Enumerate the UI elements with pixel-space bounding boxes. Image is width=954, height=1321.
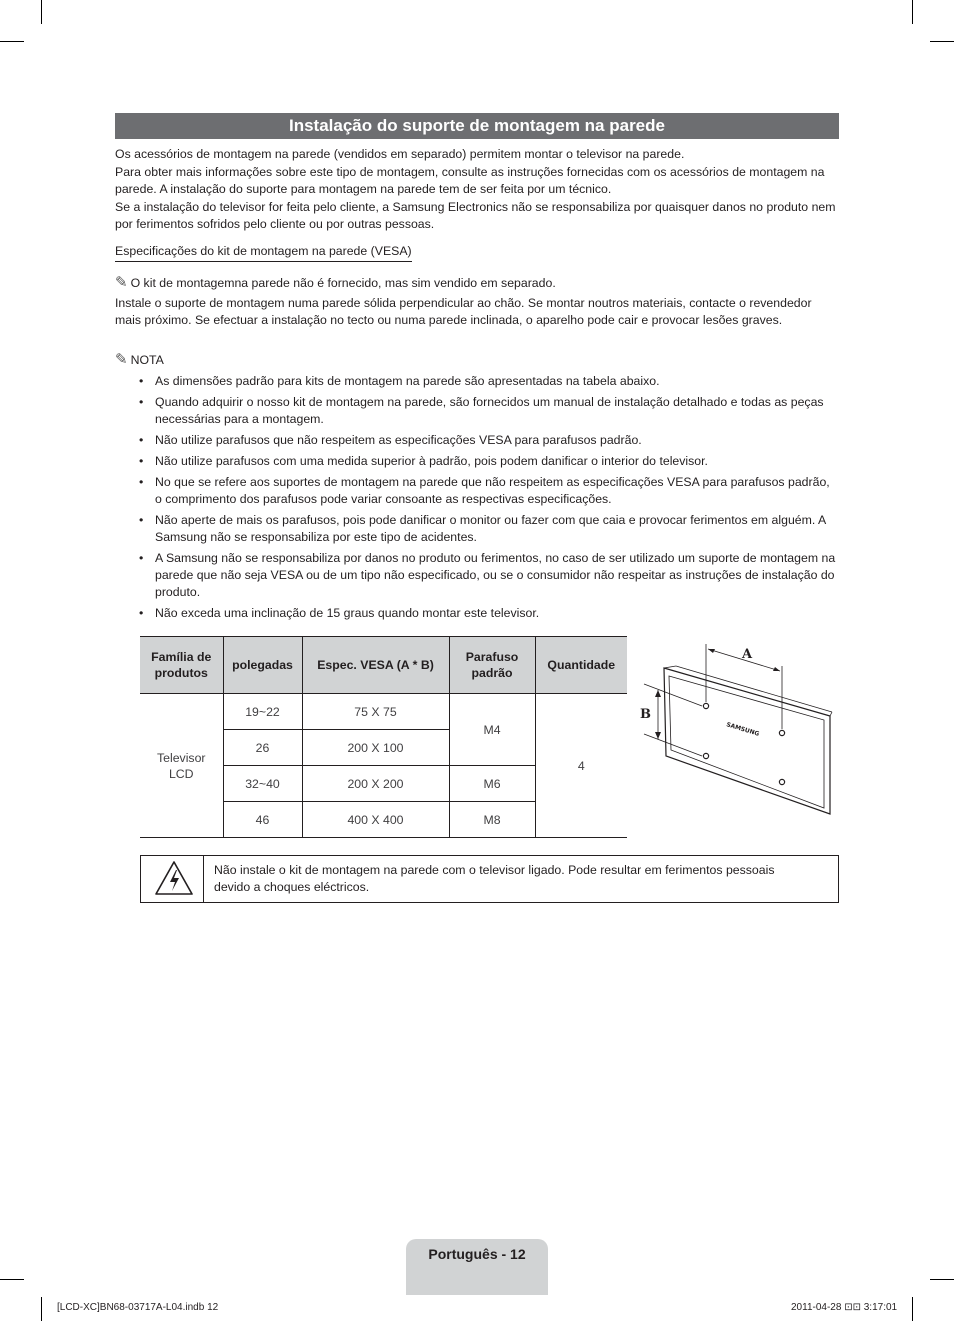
table-header-row bbox=[140, 637, 627, 694]
bullet-text: A Samsung não se responsabiliza por danos no produto ou ferimentos, no caso de ser utilizado um suporte de montagem na parede que não seja VESA ou de um tipo não especificado, ou se o consumidor não respeitar as instruções de instalação do produto. bbox=[155, 551, 836, 599]
bullet-text: As dimensões padrão para kits de montagem na parede são apresentadas na tabela abaixo. bbox=[155, 374, 660, 388]
bullet-mark: • bbox=[139, 433, 144, 447]
column-header: Família de produtos bbox=[140, 637, 223, 694]
inches-cell: 26 bbox=[223, 730, 302, 766]
install-text: Instale o suporte de montagem numa parede sólida perpendicular ao chão. Se montar noutros materiais, contacte o revendedor mais próximo. Se efectuar a instalação no tecto ou numa parede inclinada, o aparelho pode cair e provocar lesões graves. bbox=[115, 296, 812, 327]
bullet-text: Não utilize parafusos que não respeitem as especificações VESA para parafusos padrão. bbox=[155, 433, 642, 447]
list-item bbox=[139, 474, 839, 508]
list-item bbox=[139, 550, 839, 601]
crop-mark bbox=[912, 1297, 913, 1321]
quantity-cell: 4 bbox=[535, 694, 627, 838]
crop-mark bbox=[930, 41, 954, 42]
bullet-mark: • bbox=[139, 551, 144, 565]
column-header: Quantidade bbox=[535, 637, 627, 694]
crop-mark bbox=[912, 0, 913, 24]
bullet-mark: • bbox=[139, 395, 144, 409]
list-item bbox=[139, 432, 839, 449]
bullet-text: No que se refere aos suportes de montagem na parede que não respeitem as especificações VESA para parafusos padrão, o comprimento dos parafusos pode variar consoante as respectivas especificações. bbox=[155, 475, 830, 506]
crop-mark bbox=[41, 1297, 42, 1321]
bullet-text: Quando adquirir o nosso kit de montagem na parede, são fornecidos um manual de instalação detalhado e todas as peças necessárias para a montagem. bbox=[155, 395, 824, 426]
samsung-logo: SAMSUNG bbox=[725, 721, 761, 738]
pencil-note-icon: ✎ bbox=[115, 273, 128, 291]
vesa-cell: 200 X 100 bbox=[302, 730, 449, 766]
list-item bbox=[139, 394, 839, 428]
tv-back-diagram bbox=[636, 636, 840, 826]
list-item bbox=[139, 373, 839, 390]
intro-paragraph: Se a instalação do televisor for feita pelo cliente, a Samsung Electronics não se responsabiliza por quaisquer danos no produto nem por ferimentos sofridos pelo cliente ou por outras pessoas. bbox=[115, 200, 836, 231]
column-header: Parafuso padrão bbox=[449, 637, 535, 694]
inches-cell: 32~40 bbox=[223, 766, 302, 802]
bullet-mark: • bbox=[139, 475, 144, 489]
product-family-cell: Televisor LCD bbox=[140, 694, 223, 838]
bullet-mark: • bbox=[139, 454, 144, 468]
inches-cell: 46 bbox=[223, 802, 302, 838]
crop-mark bbox=[0, 1279, 24, 1280]
crop-mark bbox=[0, 41, 24, 42]
crop-mark bbox=[41, 0, 42, 24]
bullet-text: Não utilize parafusos com uma medida superior à padrão, pois podem danificar o interior do televisor. bbox=[155, 454, 708, 468]
bullet-text: Não exceda uma inclinação de 15 graus quando montar este televisor. bbox=[155, 606, 540, 620]
vesa-cell: 400 X 400 bbox=[302, 802, 449, 838]
column-header: polegadas bbox=[223, 637, 302, 694]
nota-heading bbox=[115, 351, 164, 369]
section-title: Instalação do suporte de montagem na parede bbox=[115, 113, 839, 139]
note-bullet-list bbox=[139, 373, 839, 626]
bullet-mark: • bbox=[139, 513, 144, 527]
table-row bbox=[140, 694, 627, 730]
intro-text bbox=[115, 146, 839, 234]
intro-paragraph: Os acessórios de montagem na parede (vendidos em separado) permitem montar o televisor na parede. bbox=[115, 147, 685, 161]
list-item bbox=[139, 605, 839, 622]
warning-icon-cell bbox=[141, 856, 204, 902]
footer-timestamp: 2011-04-28 ⊡⊡ 3:17:01 bbox=[791, 1302, 898, 1313]
inches-cell: 19~22 bbox=[223, 694, 302, 730]
kit-note bbox=[115, 274, 556, 292]
bullet-mark: • bbox=[139, 374, 144, 388]
warning-text: Não instale o kit de montagem na parede com o televisor ligado. Pode resultar em ferimentos pessoais devido a choques eléctricos. bbox=[214, 863, 775, 894]
kit-note-text: O kit de montagemna parede não é fornecido, mas sim vendido em separado. bbox=[130, 276, 556, 290]
list-item bbox=[139, 512, 839, 546]
vesa-subheading: Especificações do kit de montagem na parede (VESA) bbox=[115, 243, 412, 262]
column-header: Espec. VESA (A * B) bbox=[302, 637, 449, 694]
pencil-note-icon: ✎ bbox=[115, 350, 128, 368]
list-item bbox=[139, 453, 839, 470]
vesa-cell: 200 X 200 bbox=[302, 766, 449, 802]
dimension-a-label: A bbox=[742, 647, 753, 662]
screw-cell: M4 bbox=[449, 694, 535, 766]
tv-rear-illustration bbox=[636, 636, 840, 826]
footer-file-info: [LCD-XC]BN68-03717A-L04.indb 12 bbox=[57, 1302, 219, 1313]
nota-label: NOTA bbox=[130, 353, 164, 367]
crop-mark bbox=[930, 1279, 954, 1280]
bullet-mark: • bbox=[139, 606, 144, 620]
warning-box bbox=[140, 855, 839, 903]
vesa-spec-table bbox=[140, 636, 627, 838]
page-number-tab: Português - 12 bbox=[406, 1239, 548, 1295]
dimension-b-label: B bbox=[640, 707, 651, 722]
screw-cell: M8 bbox=[449, 802, 535, 838]
bullet-text: Não aperte de mais os parafusos, pois pode danificar o monitor ou fazer com que caia e provocar ferimentos em alguém. A Samsung não se responsabiliza por este tipo de acidentes. bbox=[155, 513, 826, 544]
vesa-cell: 75 X 75 bbox=[302, 694, 449, 730]
electric-shock-warning-icon bbox=[141, 856, 203, 902]
intro-paragraph: Para obter mais informações sobre este tipo de montagem, consulte as instruções fornecidas com os acessórios de montagem na parede. A instalação do suporte para montagem na parede tem de ser feita por um técnico. bbox=[115, 165, 825, 196]
screw-cell: M6 bbox=[449, 766, 535, 802]
